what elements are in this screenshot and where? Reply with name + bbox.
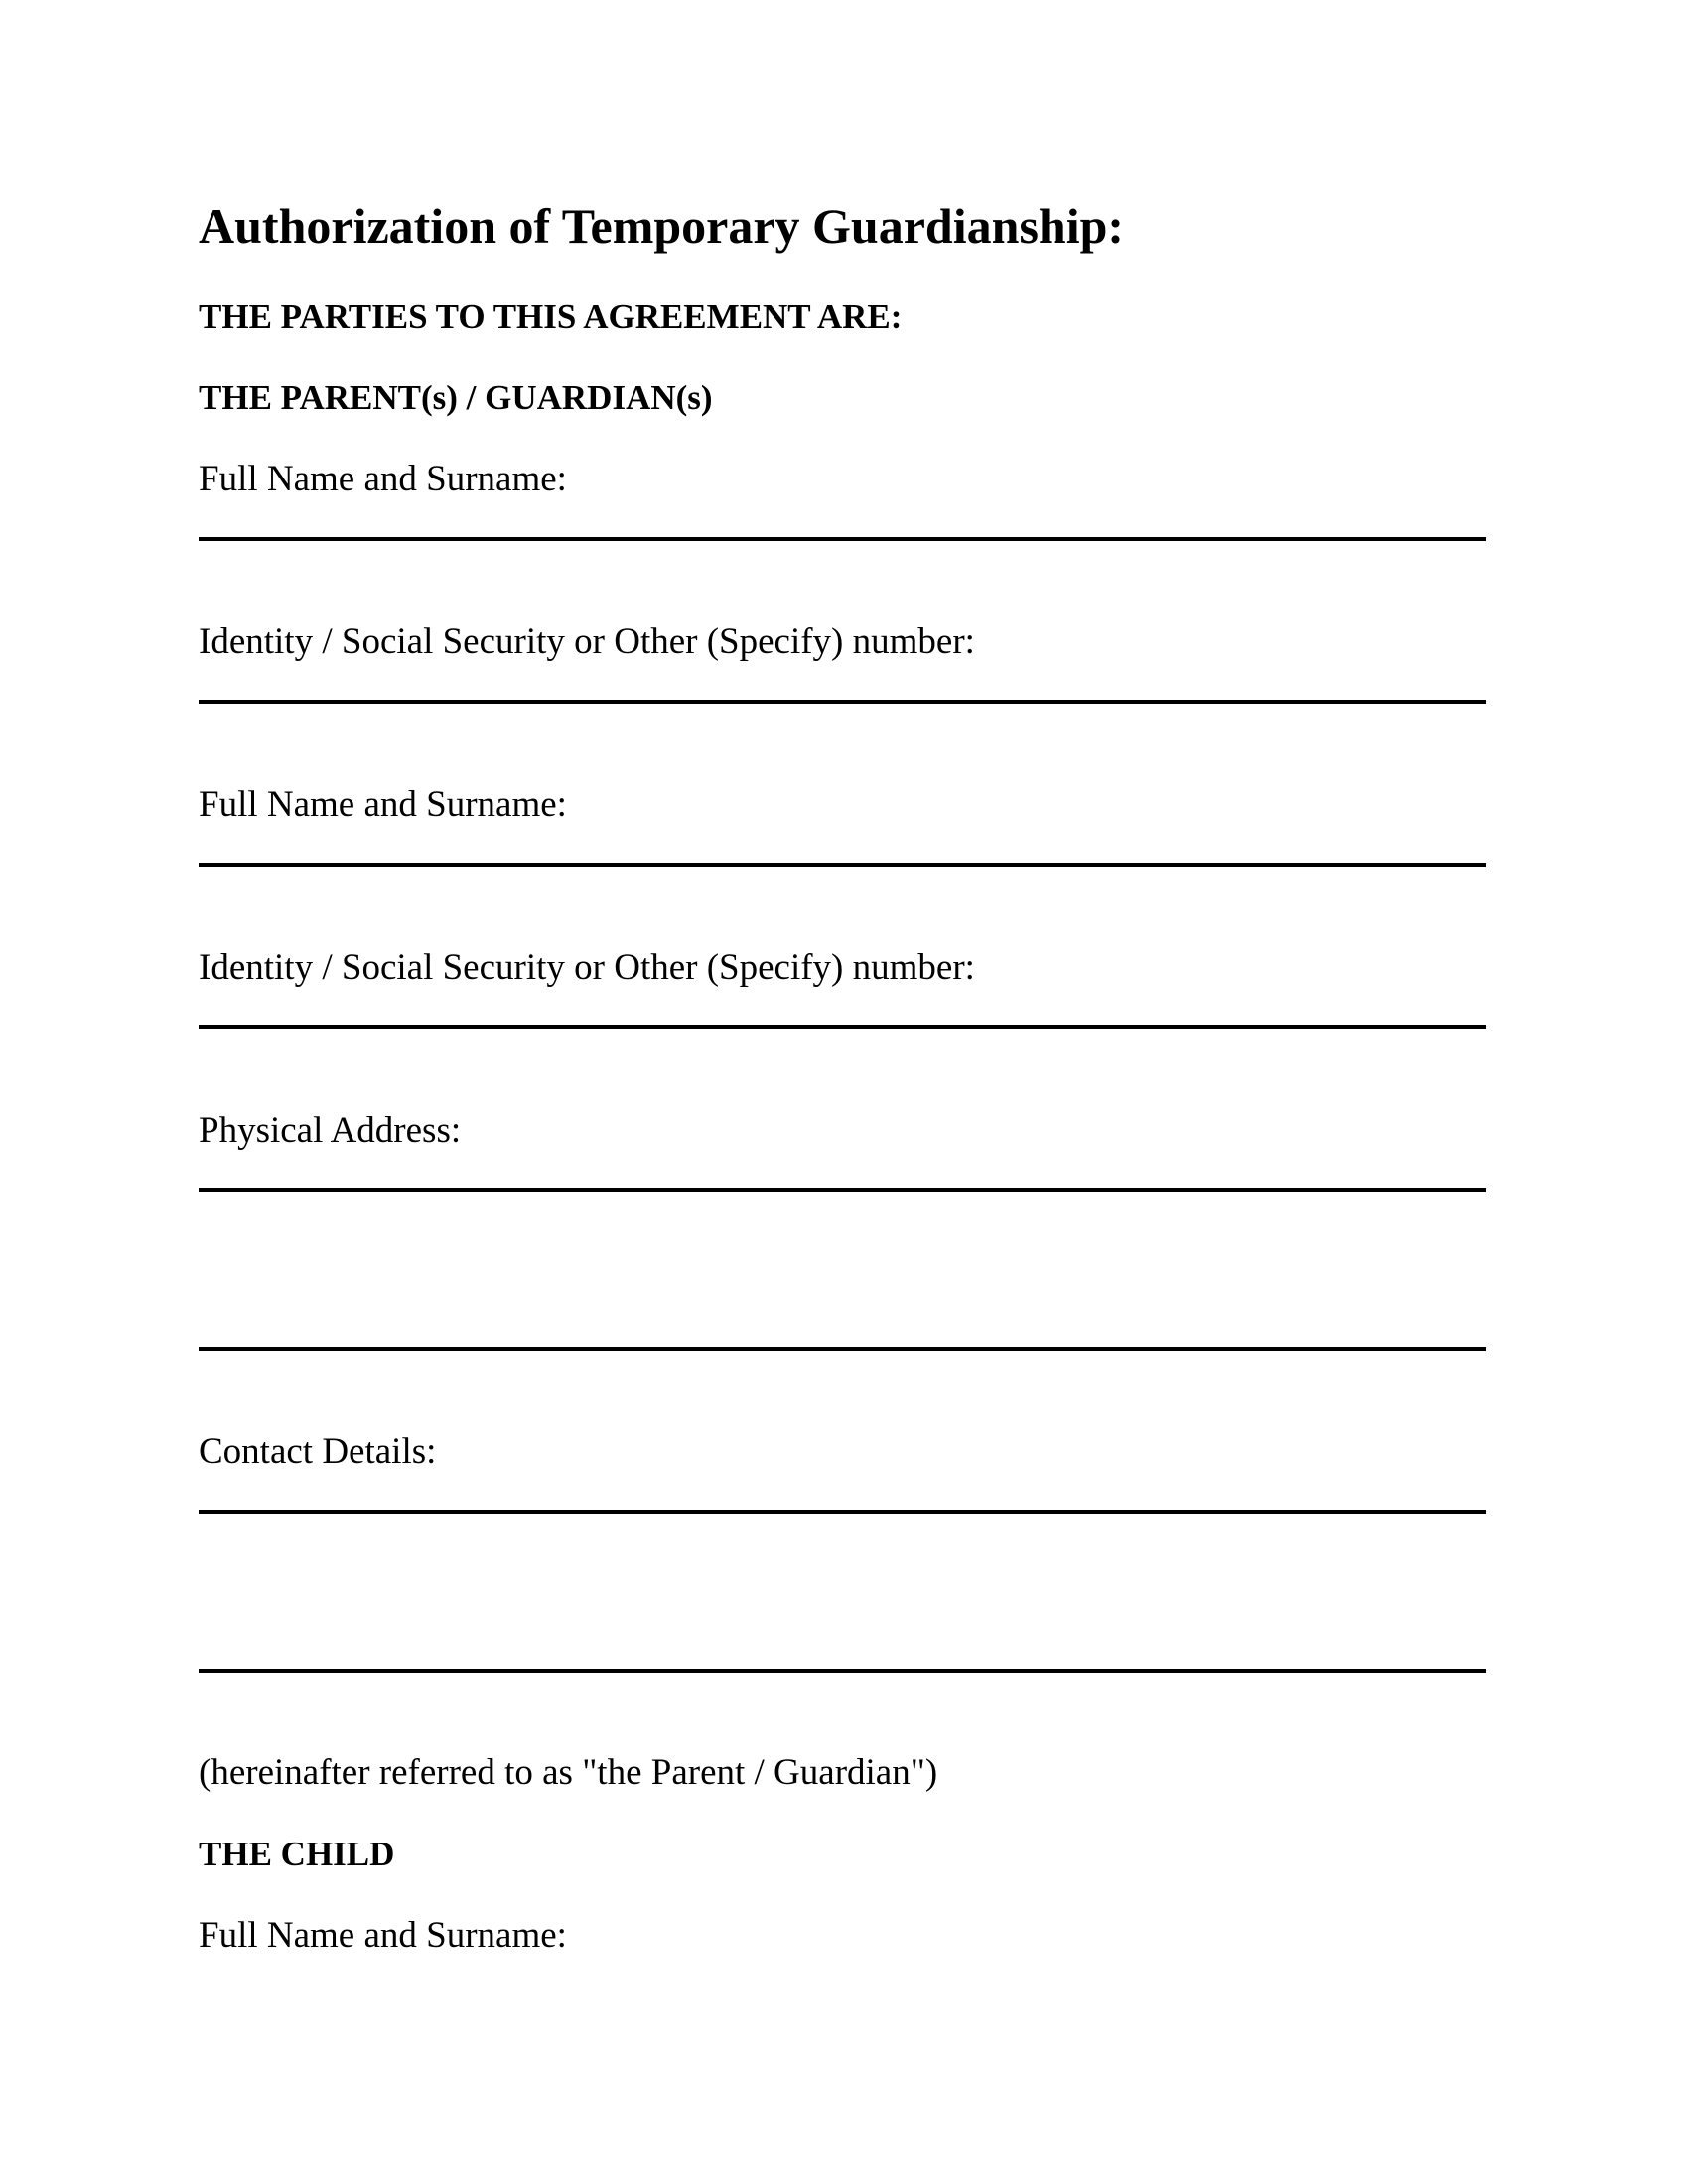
contact-details-line-2[interactable] bbox=[199, 1669, 1486, 1673]
child-full-name-label: Full Name and Surname: bbox=[199, 1915, 567, 1956]
parent-id-number-label-1: Identity / Social Security or Other (Specify) number: bbox=[199, 621, 975, 662]
parent-full-name-line-1[interactable] bbox=[199, 537, 1486, 541]
parent-reference-text: (hereinafter referred to as "the Parent / Guardian") bbox=[199, 1752, 938, 1793]
parent-guardian-heading: THE PARENT(s) / GUARDIAN(s) bbox=[199, 378, 713, 417]
parent-full-name-line-2[interactable] bbox=[199, 863, 1486, 867]
physical-address-line-1[interactable] bbox=[199, 1188, 1486, 1192]
child-heading: THE CHILD bbox=[199, 1835, 395, 1873]
contact-details-label: Contact Details: bbox=[199, 1432, 437, 1472]
physical-address-line-2[interactable] bbox=[199, 1347, 1486, 1351]
parent-full-name-label-1: Full Name and Surname: bbox=[199, 459, 567, 499]
contact-details-line-1[interactable] bbox=[199, 1510, 1486, 1514]
parent-id-number-label-2: Identity / Social Security or Other (Specify) number: bbox=[199, 947, 975, 988]
parent-full-name-label-2: Full Name and Surname: bbox=[199, 784, 567, 825]
parties-heading: THE PARTIES TO THIS AGREEMENT ARE: bbox=[199, 297, 903, 336]
physical-address-label: Physical Address: bbox=[199, 1110, 462, 1151]
parent-id-number-line-1[interactable] bbox=[199, 700, 1486, 704]
parent-id-number-line-2[interactable] bbox=[199, 1025, 1486, 1029]
document-title: Authorization of Temporary Guardianship: bbox=[199, 199, 1125, 254]
